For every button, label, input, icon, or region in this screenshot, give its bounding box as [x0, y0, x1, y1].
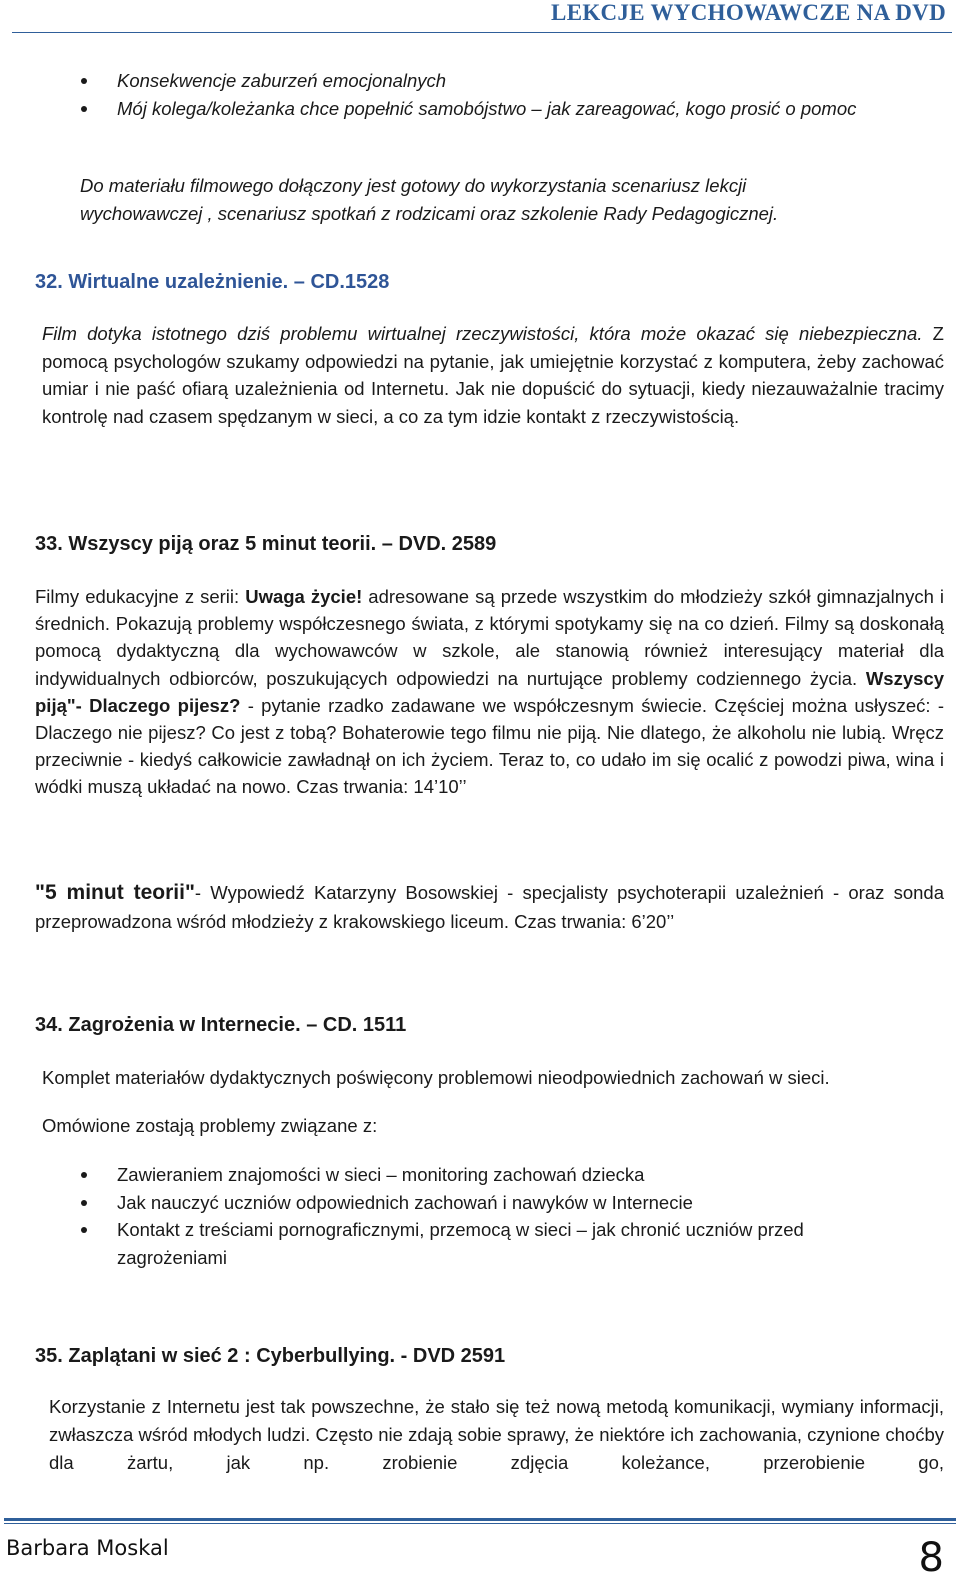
section-33-teoria: "5 minut teorii"- Wypowiedź Katarzyny Bosowskiej - specjalisty psychoterapii uzależnień - oraz sonda przeprowadzona wśród młodzieży z krakowskiego liceum. Czas trwania: 6’20’’ — [35, 881, 944, 932]
list-item: Kontakt z treściami pornograficznymi, przemocą w sieci – jak chronić uczniów przed zagrożeniami — [117, 1216, 907, 1271]
header-divider — [12, 32, 952, 33]
section-32-heading: 32. Wirtualne uzależnienie. – CD.1528 — [35, 271, 390, 293]
section-33-heading: 33. Wszyscy piją oraz 5 minut teorii. – DVD. 2589 — [35, 533, 497, 555]
list-item: Zawieraniem znajomości w sieci – monitoring zachowań dziecka — [117, 1161, 907, 1189]
bullet-icon — [81, 78, 87, 84]
bullet-icon — [81, 1227, 87, 1233]
page-number: 8 — [918, 1535, 944, 1581]
footer-divider-thin — [4, 1523, 956, 1524]
section-34-list — [117, 1161, 907, 1271]
list-item: Konsekwencje zaburzeń emocjonalnych — [117, 67, 877, 95]
list-item: Jak nauczyć uczniów odpowiednich zachowań i nawyków w Internecie — [117, 1189, 907, 1217]
section-34-lead: Omówione zostają problemy związane z: — [42, 1115, 378, 1136]
section-34-heading: 34. Zagrożenia w Internecie. – CD. 1511 — [35, 1014, 407, 1036]
section-34-intro: Komplet materiałów dydaktycznych poświęcony problemowi nieodpowiednich zachowań w sieci. — [42, 1067, 830, 1088]
section-35-heading: 35. Zaplątani w sieć 2 : Cyberbullying. - DVD 2591 — [35, 1345, 506, 1367]
footer-author: Barbara Moskal — [6, 1536, 169, 1560]
bullet-icon — [81, 1200, 87, 1206]
section-32-text: Film dotyka istotnego dziś problemu wirtualnej rzeczywistości, która może okazać się niebezpieczna. Z pomocą psychologów szukamy odpowiedzi na pytanie, jak umiejętnie korzystać z komputera, żeby zachować umiar i nie paść ofiarą uzależnienia od Internetu. Jak nie dopuścić do sytuacji, kiedy niezauważalnie tracimy kontrolę nad czasem spędzanym w sieci, a co za tym idzie kontakt z rzeczywistością. — [42, 323, 944, 428]
top-bullet-list — [117, 67, 877, 122]
header-title: LEKCJE WYCHOWAWCZE NA DVD — [551, 0, 946, 25]
list-item: Mój kolega/koleżanka chce popełnić samobójstwo – jak zareagować, kogo prosić o pomoc — [117, 95, 877, 123]
section-35-text: Korzystanie z Internetu jest tak powszechne, że stało się też nową metodą komunikacji, wymiany informacji, zwłaszcza wśród młodych ludzi. Często nie zdają sobie sprawy, że niektóre ich zachowania, czynione choćby dla żartu, jak np. zrobienie zdjęcia koleżance, przerobienie go, — [49, 1396, 944, 1473]
intro-note: Do materiału filmowego dołączony jest gotowy do wykorzystania scenariusz lekcji wychowawczej , scenariusz spotkań z rodzicami oraz szkolenie Rady Pedagogicznej. — [80, 175, 779, 224]
footer-divider — [4, 1518, 956, 1521]
bullet-icon — [81, 106, 87, 112]
bullet-icon — [81, 1172, 87, 1178]
section-33-text: Filmy edukacyjne z serii: Uwaga życie! adresowane są przede wszystkim do młodzieży szkół gimnazjalnych i średnich. Pokazują problemy współczesnego świata, z którymi spotykamy się na co dzień. Filmy są doskonałą pomocą dydaktyczną dla wychowawców w szkole, ale stanowią również interesujący materiał dla indywidualnych odbiorców, poszukujących odpowiedzi na nurtujące problemy codziennego życia. Wszyscy piją"- Dlaczego pijesz? - pytanie rzadko zadawane we współczesnym świecie. Częściej można usłyszeć: - Dlaczego nie pijesz? Co jest z tobą? Bohaterowie tego filmu nie piją. Nie dlatego, że alkoholu nie lubią. Wręcz przeciwnie - kiedyś całkowicie zawładnął on ich życiem. Teraz to, co udało im się ocalić z powodzi piwa, wina i wódki muszą układać na nowo. Czas trwania: 14’10’’ — [35, 586, 944, 798]
